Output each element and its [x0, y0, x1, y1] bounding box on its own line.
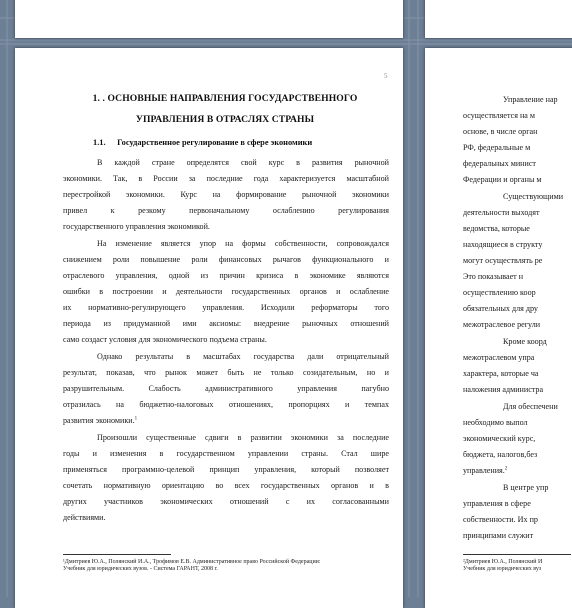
footnote-line: ²Дмитриев Ю.А., Полянский И: [463, 559, 543, 565]
text-line: Это показывает н: [463, 272, 524, 281]
text-line: отразилась на бюджетно-налоговых отношениях, пропорциях и темпах: [63, 400, 389, 409]
text-line: Кроме коорд: [503, 337, 547, 346]
document-page[interactable]: [15, 48, 403, 608]
text-line: В каждой стране определятся свой курс в развития рыночной: [97, 158, 389, 167]
text-line: применяться программно-целевой принцип управления, который позволяет: [63, 465, 389, 474]
text-line: ошибки в построении и деятельности государственных органов и ослабление: [63, 287, 389, 296]
text-line: снижением роли повышение роли финансовых рычагов функционального и: [63, 255, 389, 264]
text-line: межотраслевом упра: [463, 353, 535, 362]
footnote-separator: [463, 554, 571, 555]
text-line: перестройкой экономики. Курс на формирование рыночной экономики: [63, 190, 389, 199]
footnote-reference[interactable]: 2: [504, 466, 508, 472]
text-line: годы и изменения в государственном управлении страны. Стал шире: [63, 449, 389, 458]
text-line: осуществляется на м: [463, 111, 536, 120]
text-line: Однако результаты в масштабах государства дали отрицательный: [97, 352, 389, 361]
text-line: разрушительным. Слабость административного управления пагубно: [63, 384, 389, 393]
section-heading: [93, 138, 373, 147]
text-line: сочетать нормативную ориентацию во всех государственных органов и в: [63, 481, 389, 490]
text-line: [63, 416, 137, 426]
text-line: привел к резкому первоначальному ослаблению регулирования: [63, 206, 389, 215]
text-line: межотраслевое регули: [463, 320, 541, 329]
footnote-line: ¹Дмитриев Ю.А., Полянский И.А., Трофимов Е.В. Административное право Российской Федерации:: [63, 559, 321, 565]
text-line: других участников экономических отношений с их согласованными: [63, 497, 389, 506]
text-line: В центре упр: [503, 483, 549, 492]
next-page-partial[interactable]: [425, 48, 572, 608]
page-number: 5: [384, 72, 388, 80]
footnote-line: Учебник для юридических вузов. - Система ГАРАНТ, 2008 г.: [63, 566, 218, 572]
text-line: экономики. Так, в России за последние года характеризуется масштабной: [63, 174, 389, 183]
text-line: отраслевого управления, одной из причин кризиса в экономике являются: [63, 271, 389, 280]
text-line: бюджета, налогов,без: [463, 450, 538, 459]
chapter-heading-line1: 1. . ОСНОВНЫЕ НАПРАВЛЕНИЯ ГОСУДАРСТВЕННОГО: [92, 93, 358, 104]
text-line: федеральных минист: [463, 159, 536, 168]
text-line: основе, в числе орган: [463, 127, 538, 136]
text-line: управления в сфере: [463, 499, 531, 508]
footnote-reference[interactable]: 1: [134, 416, 138, 422]
text-line: необходимо выпол: [463, 418, 528, 427]
text-line: РФ, федеральные м: [463, 143, 531, 152]
chapter-heading-line2: УПРАВЛЕНИЯ В ОТРАСЛЯХ СТРАНЫ: [135, 114, 315, 125]
previous-page-bottom[interactable]: [15, 0, 403, 38]
footnote-separator: [63, 554, 171, 555]
text-line: собственности. Их пр: [463, 515, 538, 524]
previous-page-bottom-right[interactable]: [425, 0, 572, 38]
text-line: обязательных для дру: [463, 304, 538, 313]
text-line: характера, которые ча: [463, 369, 539, 378]
text-line: Произошли существенные сдвиги в развитии экономики за последние: [97, 433, 389, 442]
text-line: находящиеся в структу: [463, 240, 543, 249]
text-line: само создаст условия для экономического подъема страны.: [63, 335, 267, 344]
text-line-content: развития экономики.: [63, 416, 135, 425]
text-line: периода из придуманной ими аксиомы: внедрение рыночных отношений: [63, 319, 389, 328]
text-line: экономический курс,: [463, 434, 536, 443]
text-line: деятельности выходят: [463, 208, 540, 217]
text-line: На изменение является упор на формы собственности, сопровождался: [97, 239, 389, 248]
text-line: Существующими: [503, 192, 564, 201]
text-line: осуществлению коор: [463, 288, 536, 297]
text-line: их нормативно-регулирующего управления. Исходили реформаторы того: [63, 303, 389, 312]
text-line: могут осуществлять ре: [463, 256, 543, 265]
footnote-line: Учебник для юридических вуз: [463, 566, 542, 572]
text-line: ведомства, которые: [463, 224, 530, 233]
text-line-content: управления.: [463, 466, 505, 475]
text-line: наложения администра: [463, 385, 544, 394]
text-line: Управление нар: [503, 95, 558, 104]
section-number: 1.1.: [93, 138, 106, 147]
section-title: Государственное регулирование в сфере экономики: [117, 138, 313, 147]
text-line: [463, 466, 507, 476]
text-line: принципами служит: [463, 531, 534, 540]
text-line: Федерации и органы м: [463, 175, 542, 184]
text-line: государственного управления экономикой.: [63, 222, 210, 231]
text-line: Для обеспечени: [503, 402, 558, 411]
text-line: действиями.: [63, 513, 106, 522]
text-line: результат, показав, что рынок может быть не только созидательным, но и: [63, 368, 389, 377]
